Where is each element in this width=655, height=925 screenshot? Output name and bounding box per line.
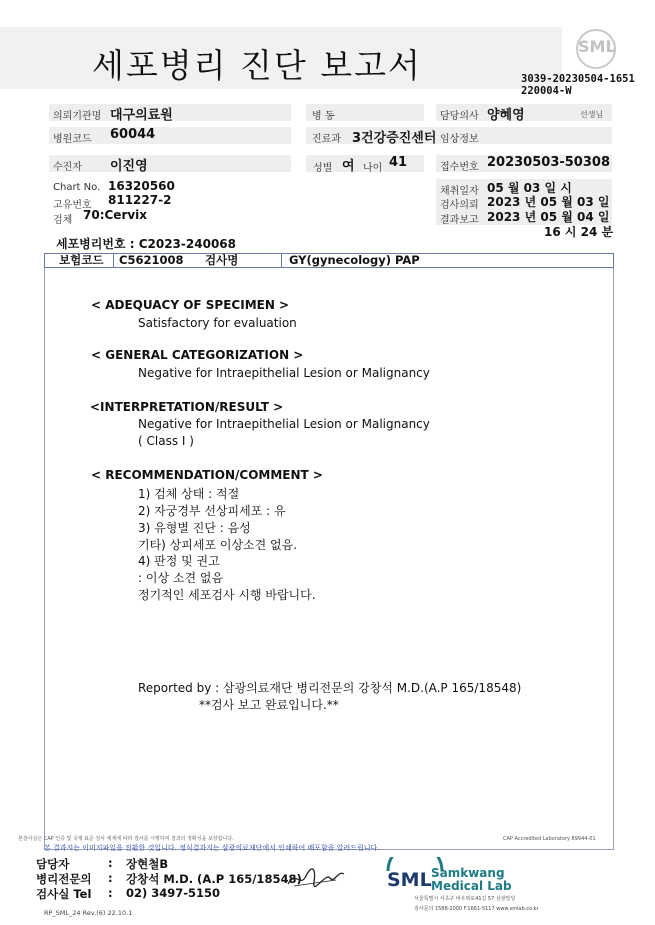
- interpretation-class: ( Class I ): [138, 434, 194, 448]
- lab-tel-label: 검사실 Tel: [36, 887, 92, 901]
- lab-address: 서울특별시 서초구 바우뫼로41길 57 삼광빌딩: [414, 896, 516, 902]
- cap-statement: 본검사실은 CAP 인증 및 국제 표준 검사 체계에 따라 검사를 시행하며 결과의 정확성을 보장합니다.: [18, 836, 234, 842]
- chart-no-value: 16320560: [108, 179, 175, 193]
- lab-name-line2: Medical Lab: [431, 879, 512, 893]
- report-complete: **검사 보고 완료입니다.**: [199, 698, 339, 712]
- patient-label: 수진자: [53, 162, 82, 173]
- recommendation-line: 4) 판정 및 권고: [138, 554, 220, 568]
- staff-label: 담당자: [36, 857, 70, 871]
- recommendation-line: 3) 유형별 진단 : 음성: [138, 521, 251, 535]
- specimen-value: 70:Cervix: [83, 208, 148, 222]
- insurance-code-label: 보험코드: [59, 253, 104, 267]
- recommendation-line: : 이상 소견 없음: [138, 571, 224, 585]
- document-number-line2: 220004-W: [521, 85, 572, 97]
- reported-by: Reported by : 삼광의료재단 병리전문의 강창석 M.D.(A.P 165/18548): [138, 681, 522, 695]
- staff-value: 장현철B: [126, 857, 169, 871]
- adequacy-heading: < ADEQUACY OF SPECIMEN >: [91, 298, 290, 312]
- institution-label: 의뢰기관명: [53, 111, 102, 122]
- sex-value: 여: [342, 159, 355, 174]
- pathologist-value: 강창석 M.D. (A.P 165/18548): [126, 872, 302, 886]
- adequacy-text: Satisfactory for evaluation: [138, 316, 297, 330]
- lab-name-line1: Samkwang: [431, 866, 505, 880]
- age-label: 나이: [363, 163, 383, 174]
- request-date-value: 2023 년 05 월 03 일: [487, 195, 610, 209]
- pathologist-label: 병리전문의: [36, 872, 92, 886]
- cap-accreditation: CAP Accredited Laboratory 89944-01: [503, 836, 596, 842]
- unique-no-label: 고유번호: [53, 200, 92, 211]
- patient-value: 이진영: [110, 159, 148, 174]
- form-number: RP_SML_24 Rev.(6) 22.10.1: [44, 909, 133, 917]
- result-time-value: 16 시 24 분: [544, 225, 614, 239]
- sml-logo-text: SML: [578, 37, 616, 56]
- ward-label: 병 동: [312, 111, 335, 122]
- document-number-line1: 3039-20230504-1651: [521, 73, 635, 85]
- general-text: Negative for Intraepithelial Lesion or Malignancy: [138, 366, 430, 380]
- code-divider: [113, 254, 114, 267]
- hospital-code-value: 60044: [110, 127, 156, 142]
- recommendation-heading: < RECOMMENDATION/COMMENT >: [91, 468, 323, 482]
- sex-label: 성별: [313, 163, 333, 174]
- test-code-bar: [44, 253, 614, 268]
- samkwang-logo-text: SML: [387, 869, 432, 891]
- document-number: [521, 73, 635, 97]
- recommendation-line: 2) 자궁경부 선상피세포 : 유: [138, 504, 286, 518]
- hospital-code-label: 병원코드: [53, 134, 92, 145]
- age-value: 41: [389, 155, 408, 170]
- department-value: 3건강증진센터: [352, 131, 437, 146]
- test-name-label: 검사명: [205, 253, 239, 267]
- row3-left-bg: [49, 155, 291, 172]
- recommendation-line: 기타) 상피세포 이상소견 없음.: [138, 538, 298, 552]
- pathologist-colon: :: [108, 871, 113, 885]
- staff-colon: :: [108, 856, 113, 870]
- receipt-label: 접수번호: [440, 162, 479, 173]
- collect-date-label: 채취일자: [440, 186, 479, 197]
- lab-tel-colon: :: [108, 886, 113, 900]
- interpretation-heading: <INTERPRETATION/RESULT >: [90, 400, 284, 414]
- collect-date-value: 05 월 03 일 시: [487, 181, 572, 195]
- chart-no-label: Chart No.: [53, 182, 101, 193]
- insurance-code-value: C5621008: [119, 253, 184, 267]
- doctor-label: 담당의사: [440, 111, 479, 122]
- signature-icon: [286, 866, 346, 890]
- interpretation-text: Negative for Intraepithelial Lesion or Malignancy: [138, 417, 430, 431]
- code-divider: [281, 254, 282, 267]
- lab-tel-value: 02) 3497-5150: [126, 886, 221, 900]
- institution-value: 대구의료원: [110, 108, 173, 123]
- report-title: 세포병리 진단 보고서: [92, 46, 422, 85]
- result-date-label: 결과보고: [440, 215, 479, 226]
- result-date-value: 2023 년 05 월 04 일: [487, 210, 610, 224]
- doctor-value: 양혜영: [487, 108, 525, 123]
- specimen-label: 검체: [53, 215, 73, 226]
- doctor-suffix: 선생님: [580, 110, 604, 119]
- general-heading: < GENERAL CATEGORIZATION >: [91, 348, 304, 362]
- notice-text: 본 결과지는 이미지파일을 전환한 것입니다. 정식결과지는 삼광의료재단에서 인쇄하여 배포함을 알려드립니다.: [44, 844, 380, 852]
- test-name-value: GY(gynecology) PAP: [289, 253, 420, 267]
- clinical-info-label: 임상정보: [440, 134, 479, 145]
- request-date-label: 검사의뢰: [440, 200, 479, 211]
- receipt-value: 20230503-50308: [487, 155, 610, 170]
- sml-logo-top: [572, 27, 624, 73]
- lab-contact: 검사문의 1588-2000 F.1661-5117 www.smlab.co.kr: [414, 906, 539, 912]
- unique-no-value: 811227-2: [108, 193, 172, 207]
- recommendation-line: 1) 검체 상태 : 적절: [138, 487, 240, 501]
- recommendation-line: 정기적인 세포검사 시행 바랍니다.: [138, 588, 316, 602]
- pathology-number: 세포병리번호 : C2023-240068: [56, 237, 236, 251]
- result-box: [44, 253, 614, 850]
- department-label: 진료과: [312, 134, 341, 145]
